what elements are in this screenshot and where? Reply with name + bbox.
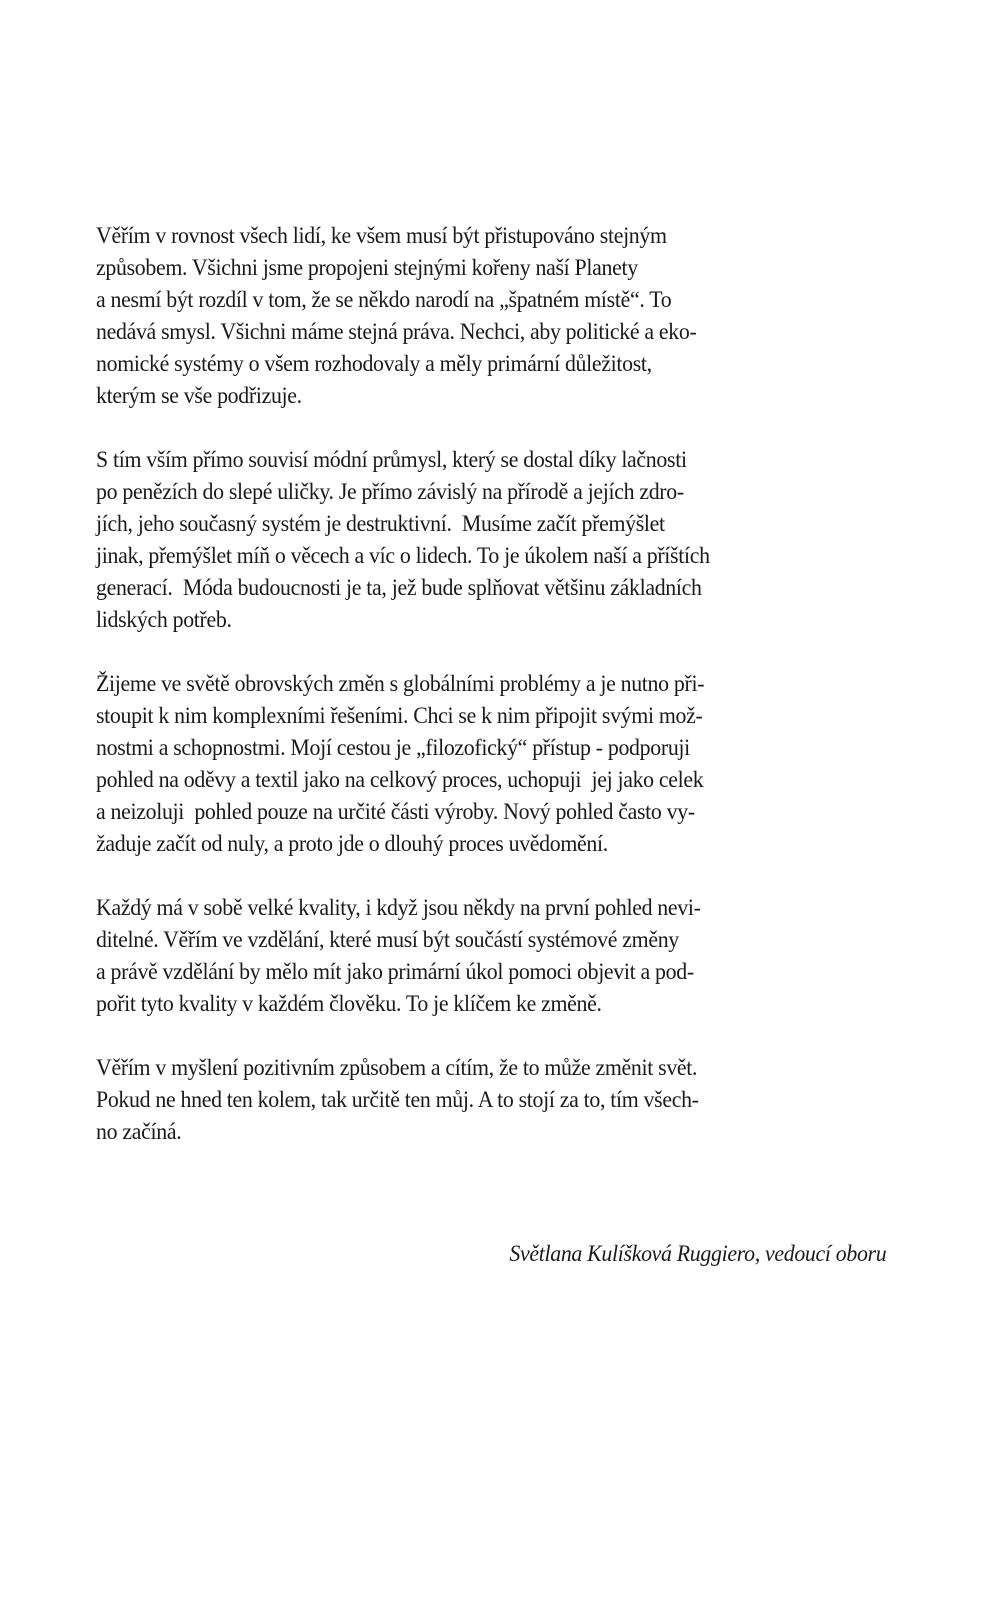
text-line: S tím vším přímo souvisí módní průmysl, který se dostal díky lačnosti xyxy=(96,447,687,473)
text-line: jích, jeho současný systém je destruktivní. Musíme začít přemýšlet xyxy=(96,511,665,537)
text-line: Žijeme ve světě obrovských změn s globálními problémy a je nutno při- xyxy=(96,671,705,697)
text-line: generací. Móda budoucnosti je ta, jež bude splňovat většinu základních xyxy=(96,575,702,601)
text-line: lidských potřeb. xyxy=(96,607,232,633)
text-line: a nesmí být rozdíl v tom, že se někdo narodí na „špatném místě“. To xyxy=(96,287,672,313)
text-line: Každý má v sobě velké kvality, i když jsou někdy na první pohled nevi- xyxy=(96,895,701,921)
paragraph-positive-thinking xyxy=(96,1052,916,1148)
paragraph-education xyxy=(96,892,916,1020)
text-line: Věřím v myšlení pozitivním způsobem a cítím, že to může změnit svět. xyxy=(96,1055,698,1081)
text-line: žaduje začít od nuly, a proto jde o dlouhý proces uvědomění. xyxy=(96,831,608,857)
text-line: ditelné. Věřím ve vzdělání, které musí být součástí systémové změny xyxy=(96,927,679,953)
text-line: nedává smysl. Všichni máme stejná práva. Nechci, aby politické a eko- xyxy=(96,319,697,345)
text-line: způsobem. Všichni jsme propojeni stejnými kořeny naší Planety xyxy=(96,255,638,281)
body-text xyxy=(96,220,916,1180)
text-line: a neizoluji pohled pouze na určité části výroby. Nový pohled často vy- xyxy=(96,799,695,825)
text-line: kterým se vše podřizuje. xyxy=(96,383,302,409)
paragraph-equality xyxy=(96,220,916,412)
text-line: pořit tyto kvality v každém člověku. To je klíčem ke změně. xyxy=(96,991,602,1017)
text-line: pohled na oděvy a textil jako na celkový proces, uchopuji jej jako celek xyxy=(96,767,704,793)
paragraph-fashion-industry xyxy=(96,444,916,636)
text-line: Pokud ne hned ten kolem, tak určitě ten můj. A to stojí za to, tím všech- xyxy=(96,1087,699,1113)
text-line: jinak, přemýšlet míň o věcech a víc o lidech. To je úkolem naší a příštích xyxy=(96,543,710,569)
text-line: po penězích do slepé uličky. Je přímo závislý na přírodě a jejích zdro- xyxy=(96,479,684,505)
text-line: no začíná. xyxy=(96,1119,182,1145)
text-line: nomické systémy o všem rozhodovaly a měly primární důležitost, xyxy=(96,351,652,377)
text-line: nostmi a schopnostmi. Mojí cestou je „filozofický“ přístup - podporuji xyxy=(96,735,690,761)
paragraph-global-change xyxy=(96,668,916,860)
text-line: stoupit k nim komplexními řešeními. Chci se k nim připojit svými mož- xyxy=(96,703,703,729)
text-line: a právě vzdělání by mělo mít jako primární úkol pomoci objevit a pod- xyxy=(96,959,694,985)
author-signature: Světlana Kulíšková Ruggiero, vedoucí oboru xyxy=(508,1241,886,1267)
text-line: Věřím v rovnost všech lidí, ke všem musí být přistupováno stejným xyxy=(96,223,667,249)
